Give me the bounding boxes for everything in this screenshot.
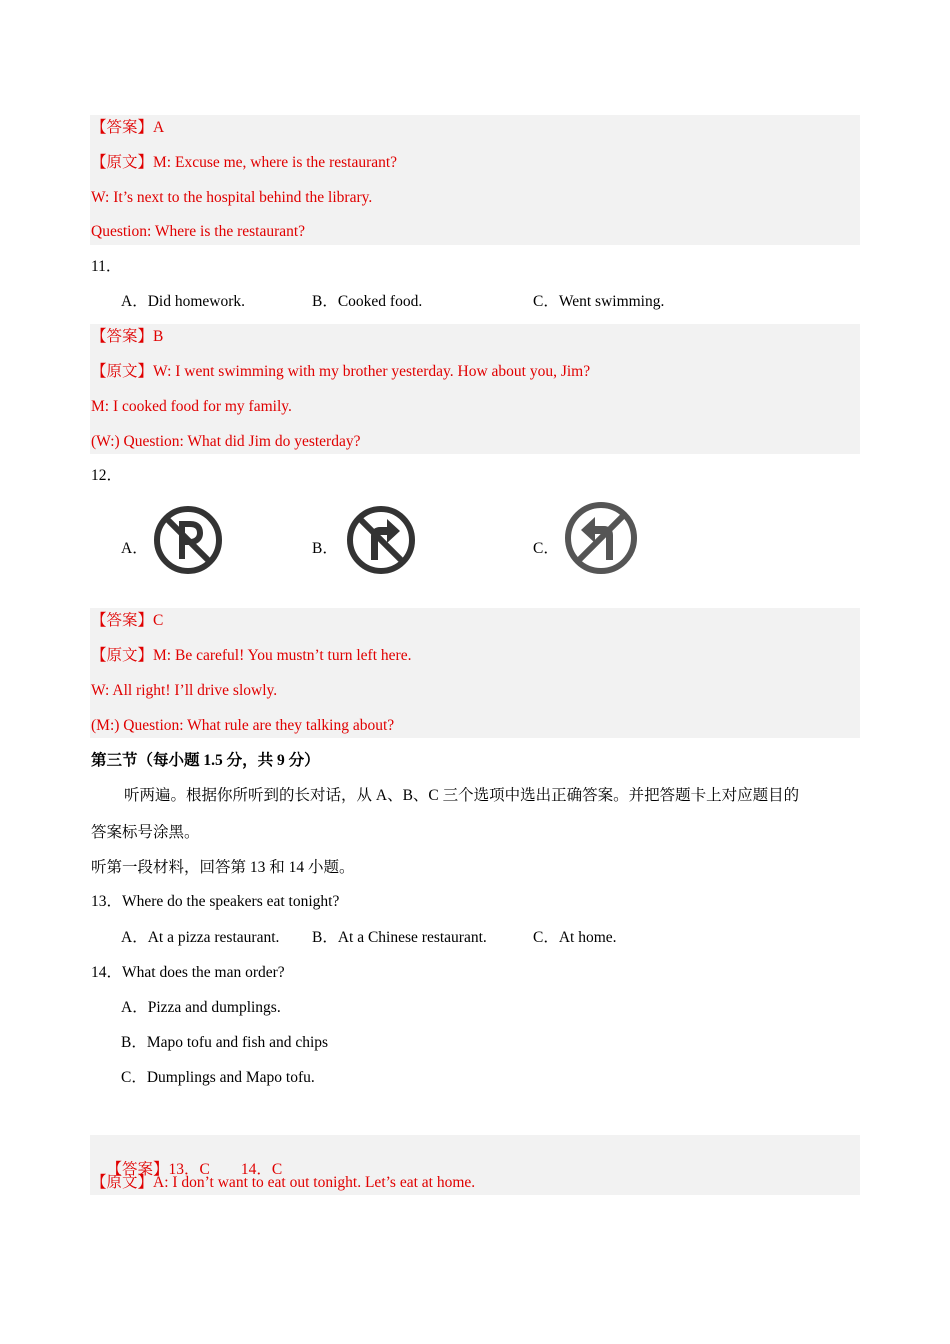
transcript-text: M: Be careful! You mustn’t turn left here. <box>153 647 412 664</box>
transcript-tag: 【原文】 <box>91 647 154 664</box>
answer-value: 13．C 14．C <box>168 1161 283 1178</box>
question-number-12: 12． <box>91 467 123 484</box>
option-c: C． <box>533 540 559 557</box>
no-right-turn-icon <box>345 504 417 576</box>
question-14: 14．What does the man order? <box>91 964 285 981</box>
transcript-text: W: I went swimming with my brother yesterday. How about you, Jim? <box>153 363 591 380</box>
option-a: A． <box>121 540 148 557</box>
transcript-text: A: I don’t want to eat out tonight. Let’s eat at home. <box>153 1174 476 1191</box>
option-c: C．Went swimming. <box>533 293 665 310</box>
transcript-line <box>91 152 397 174</box>
answer-value: A <box>153 119 165 136</box>
section-heading: 第三节（每小题 1.5 分，共 9 分） <box>91 752 320 769</box>
transcript-tag: 【原文】 <box>91 363 154 380</box>
answer-tag: 【答案】 <box>91 328 154 345</box>
transcript-text: M: Excuse me, where is the restaurant? <box>153 154 398 171</box>
transcript-line: Question: Where is the restaurant? <box>91 223 306 240</box>
transcript-line: W: It’s next to the hospital behind the library. <box>91 189 373 206</box>
answer-value: B <box>153 328 164 345</box>
transcript-line <box>91 645 411 667</box>
option-b: B．At a Chinese restaurant. <box>312 929 487 946</box>
transcript-line: (W:) Question: What did Jim do yesterday? <box>91 433 361 450</box>
question-number-11: 11． <box>91 258 122 275</box>
option-c: C．Dumplings and Mapo tofu. <box>121 1069 315 1086</box>
section-instruction: 听两遍。根据你所听到的长对话，从 A、B、C 三个选项中选出正确答案。并把答题卡上对应题目的 <box>124 787 800 804</box>
option-c: C．At home. <box>533 929 617 946</box>
transcript-line <box>91 1172 475 1194</box>
material-note: 听第一段材料，回答第 13 和 14 小题。 <box>91 859 355 876</box>
answer-tag: 【答案】 <box>106 1161 169 1178</box>
transcript-line: W: All right! I’ll drive slowly. <box>91 682 278 699</box>
no-parking-icon <box>152 504 224 576</box>
option-b: B．Mapo tofu and fish and chips <box>121 1034 329 1051</box>
answer-line-11 <box>91 326 163 348</box>
option-a: A．At a pizza restaurant. <box>121 929 280 946</box>
transcript-tag: 【原文】 <box>91 1174 154 1191</box>
answer-tag: 【答案】 <box>91 612 154 629</box>
section-instruction: 答案标号涂黑。 <box>91 824 200 841</box>
transcript-line <box>91 361 590 383</box>
option-a: A．Pizza and dumplings. <box>121 999 281 1016</box>
answer-tag: 【答案】 <box>91 119 154 136</box>
answer-value: C <box>153 612 164 629</box>
option-b: B．Cooked food. <box>312 293 423 310</box>
no-left-turn-icon <box>563 500 639 576</box>
transcript-line: (M:) Question: What rule are they talking about? <box>91 717 395 734</box>
option-b: B． <box>312 540 338 557</box>
transcript-tag: 【原文】 <box>91 154 154 171</box>
answer-line-10 <box>91 117 164 139</box>
transcript-line: M: I cooked food for my family. <box>91 398 292 415</box>
option-a: A．Did homework. <box>121 293 245 310</box>
answer-line-12 <box>91 610 163 632</box>
question-13: 13．Where do the speakers eat tonight? <box>91 893 340 910</box>
